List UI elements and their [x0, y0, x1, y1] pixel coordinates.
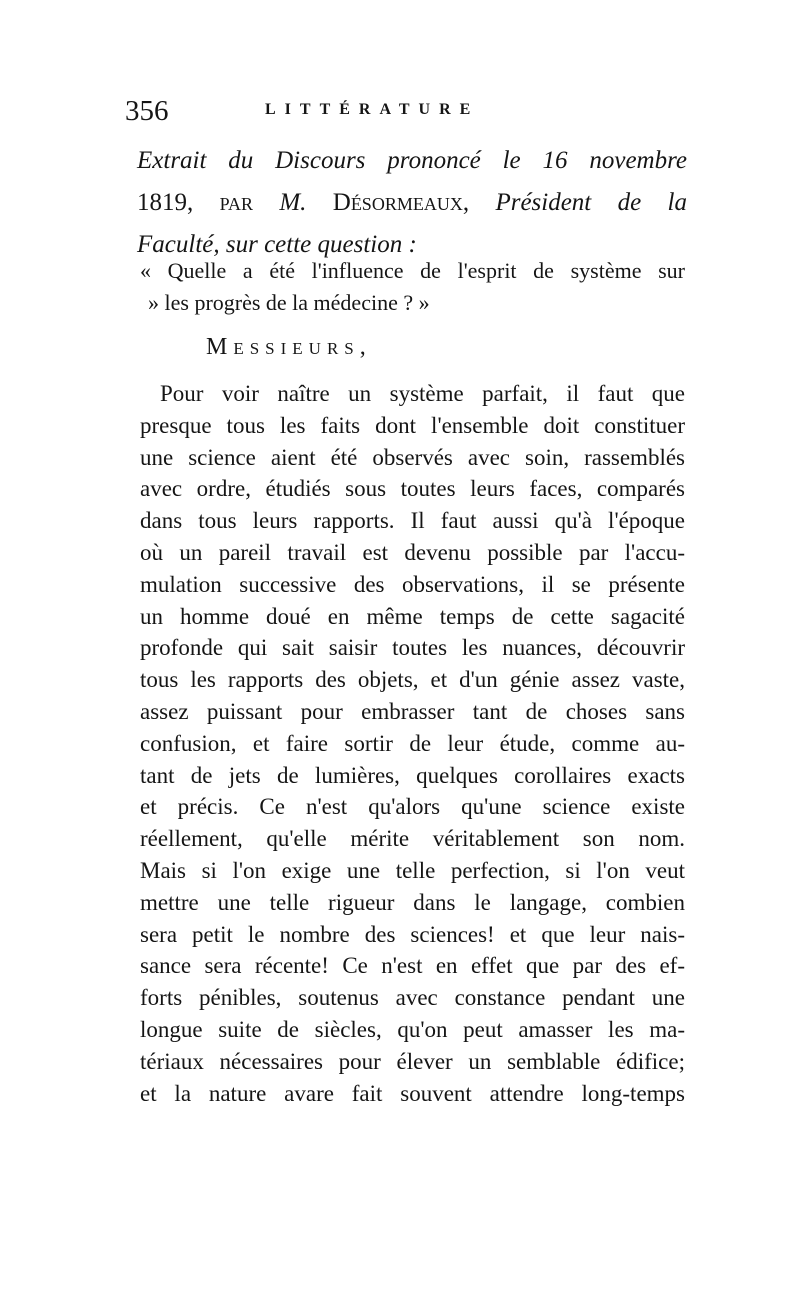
extract-line-2 [137, 182, 687, 224]
question-quote [140, 255, 685, 319]
body-line: et la nature avare fait souvent attendre long-temps [140, 1080, 685, 1106]
extract-author-name: Désormeaux [306, 189, 463, 216]
extract-president: Président de la [495, 189, 688, 216]
extract-comma: , [462, 189, 496, 216]
body-line: confusion, et faire sortir de leur étude, comme au- [140, 730, 685, 756]
body-line: sera petit le nombre des sciences! et que leur nais- [140, 921, 685, 947]
body-line: dans tous leurs rapports. Il faut aussi qu'à l'époque [140, 508, 685, 534]
extract-line-3: Faculté, sur cette question : [137, 231, 417, 258]
body-line: et précis. Ce n'est qu'alors qu'une science existe [140, 794, 685, 820]
body-line: mettre une telle rigueur dans le langage, combien [140, 889, 685, 915]
body-line: Pour voir naître un système parfait, il faut que [160, 381, 685, 406]
page-number: 356 [125, 95, 169, 127]
extract-date-year: 1819, par [137, 189, 280, 216]
body-line: longue suite de siècles, qu'on peut amasser les ma- [140, 1016, 685, 1042]
body-line: sance sera récente! Ce n'est en effet que par des ef- [140, 953, 685, 979]
body-line: Mais si l'on exige une telle perfection, si l'on veut [140, 857, 685, 883]
body-line: une science aient été observés avec soin, rassemblés [140, 444, 685, 470]
body-line: mulation successive des observations, il se présente [140, 571, 685, 597]
body-line: où un pareil travail est devenu possible par l'accu- [140, 539, 685, 565]
body-line: tous les rapports des objets, et d'un génie assez vaste, [140, 667, 685, 693]
extract-line-1: Extrait du Discours prononcé le 16 novembre [137, 147, 687, 174]
body-line: tériaux nécessaires pour élever un semblable édifice; [140, 1048, 685, 1074]
running-head: LITTÉRATURE [265, 101, 480, 118]
question-line-1: « Quelle a été l'influence de l'esprit de système sur [140, 258, 685, 283]
body-line: profonde qui sait saisir toutes les nuances, découvrir [140, 635, 685, 661]
salutation: Messieurs, [206, 334, 372, 360]
body-line: forts pénibles, soutenus avec constance pendant une [140, 985, 685, 1011]
body-paragraph [140, 378, 685, 1109]
extract-heading [137, 140, 687, 266]
body-line: avec ordre, étudiés sous toutes leurs faces, comparés [140, 476, 685, 502]
body-line: réellement, qu'elle mérite véritablement son nom. [140, 826, 685, 852]
body-line: assez puissant pour embrasser tant de choses sans [140, 698, 685, 724]
body-line: tant de jets de lumières, quelques corollaires exacts [140, 762, 685, 788]
question-line-2: » les progrès de la médecine ? » [148, 290, 430, 315]
page-header [125, 95, 685, 131]
extract-author-title: M. [279, 189, 307, 216]
body-line: presque tous les faits dont l'ensemble doit constituer [140, 412, 685, 438]
body-line: un homme doué en même temps de cette sagacité [140, 603, 685, 629]
